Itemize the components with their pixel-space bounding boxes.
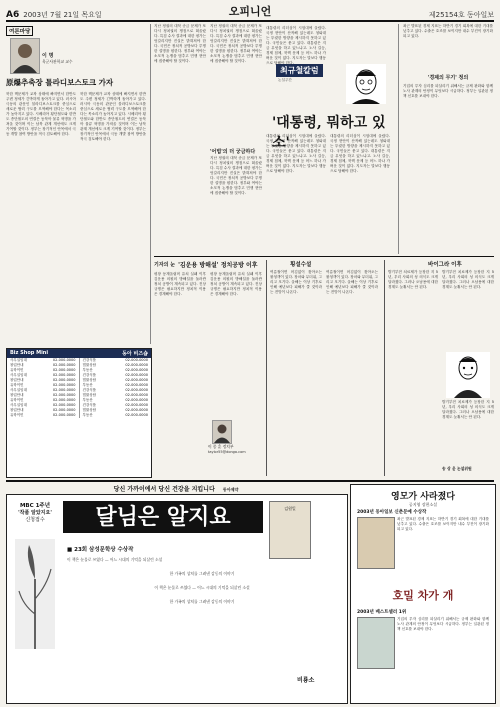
right-ad-desc-1: 최근 발표된 경제 지표는 하반기 경기 회복에 대한 기대를 낮추고 있다. 수출은 호조를 보이지만 내수 부진이 장기화되고 있다. bbox=[397, 517, 489, 531]
book-cover: 김원일 bbox=[269, 501, 311, 559]
ad-row: 유학이민 02-000-0000 bbox=[10, 368, 76, 372]
col-divider-2 bbox=[384, 260, 385, 476]
quote-2: 한 가족의 상처를 그려낸 감동의 이야기 bbox=[169, 571, 235, 576]
col-divider-1 bbox=[266, 260, 267, 476]
ad-row: 법률상담 02-000-0000 bbox=[82, 363, 148, 367]
ad-row: 법률상담 02-000-0000 bbox=[82, 378, 148, 382]
column-label: 최규철칼럼 bbox=[276, 64, 323, 77]
quote-3: 이 책은 눈물로 쓰였다 — 어느 시대의 기억을 되살린 소설 bbox=[154, 585, 250, 590]
right-ad-author: 공지영 장편소설 bbox=[408, 502, 438, 507]
section-divider bbox=[154, 256, 494, 257]
ad-row: 사무실임대 02-000-0000 bbox=[10, 388, 76, 392]
book-ad-youngmo[interactable] bbox=[350, 484, 496, 704]
ad-row: 건강식품 02-000-0000 bbox=[82, 403, 148, 407]
bottom-divider bbox=[6, 480, 494, 482]
right-ad-book-1 bbox=[357, 517, 395, 569]
right-body-2: 기업의 투자 심리를 되살리기 위해서는 규제 완화와 함께 노사 관계의 안정이 무엇보다 시급하다. 정부는 일관된 정책 신호를 보내야 한다. bbox=[403, 84, 493, 98]
ad-row: 부동산 02-000-0000 bbox=[82, 383, 148, 387]
book-illustration bbox=[15, 539, 55, 649]
column-headline: '대통령, 뭐하고 있소' bbox=[272, 115, 386, 151]
paper-name: 제25154호 동아일보 bbox=[428, 11, 494, 19]
ad-row: 창업안내 02-000-0000 bbox=[10, 408, 76, 412]
col3-body-end: 발기부전 치료제가 등장한 지 5년, 우리 사회의 성 의식도 크게 달라졌다. 그러나 오남용에 대한 경계도 늦춰서는 안 된다. bbox=[442, 400, 494, 419]
ad-row: 창업안내 02-000-0000 bbox=[10, 378, 76, 382]
ad-row: 건강식품 02-000-0000 bbox=[82, 388, 148, 392]
column-tag: 여론마당 bbox=[6, 26, 33, 36]
reporter-photo bbox=[212, 420, 232, 444]
right-subtitle: '경제의 무기' 정의 bbox=[427, 75, 469, 81]
quote-4: 한 가족의 상처를 그려낸 감동의 이야기 bbox=[169, 599, 235, 604]
award-icon: ■ bbox=[67, 547, 75, 553]
ad-row: 부동산 02-000-0000 bbox=[82, 413, 148, 417]
publisher-logo: 비룡소 bbox=[297, 677, 315, 684]
col3-author: 송 상 윤 논설위원 bbox=[442, 466, 472, 471]
bottom-banner bbox=[6, 484, 346, 493]
page-header bbox=[6, 4, 494, 22]
right-ad-caption-2: 2003년 베스트셀러 1위 bbox=[357, 610, 407, 615]
ad-row: 건강식품 02-000-0000 bbox=[82, 358, 148, 362]
left-opinion-column bbox=[6, 24, 151, 344]
right-ad-bottom-title: 호밀 차가 개 bbox=[392, 589, 454, 602]
right-ad-caption-1: 2003년 동아일보 신춘문예 수상작 bbox=[357, 510, 427, 515]
article-headline: 原爆추축장 틀라디보스토크 가자 bbox=[6, 78, 114, 87]
right-top-column bbox=[398, 24, 498, 254]
ad-row: 부동산 02-000-0000 bbox=[82, 398, 148, 402]
col2-body: 여름철이면 어김없이 찾아오는 불청객이 있다. 장마와 무더위, 그리고 모기다. 올해는 이상 기후로 인해 예년보다 피해가 클 것이라는 전망이 나온다. bbox=[270, 270, 322, 294]
column-illustration bbox=[446, 352, 490, 398]
right-body: 최근 발표된 경제 지표는 하반기 경기 회복에 대한 기대를 낮추고 있다. 수출은 호조를 보이지만 내수 부진이 장기화되고 있다. bbox=[403, 24, 493, 38]
ad-header-right: 동아 비즈숍 bbox=[122, 351, 148, 357]
ad-row: 사무실임대 02-000-0000 bbox=[10, 373, 76, 377]
author-name: 이 명 bbox=[42, 53, 54, 59]
right-ad-desc-2: 기업의 투자 심리를 되살리기 위해서는 규제 완화와 함께 노사 관계의 안정이 무엇보다 시급하다. 정부는 일관된 정책 신호를 보내야 한다. bbox=[397, 617, 489, 631]
mbc-badge: MBC 1주년 '작품 알았지요' 신청접수 bbox=[18, 503, 52, 523]
ad-row: 유학이민 02-000-0000 bbox=[10, 413, 76, 417]
banner-text: 당신 가까이에서 당신 건강을 지킵니다 bbox=[113, 486, 215, 493]
column-body-cont: 대통령의 리더십이 시험대에 올랐다. 국정 현안이 산적해 있는데도 청와대는 뚜렷한 방향을 제시하지 못하고 있다. 국민들은 묻고 있다. 대통령은 지금 무엇을 하고 있느냐고. 노사 갈등, 경제 침체, 북핵 문제 등 어느 하나 가벼운 것이 없다. 지도자는 말보다 행동으로 답해야 한다. bbox=[330, 134, 390, 173]
ad-row: 사무실임대 02-000-0000 bbox=[10, 403, 76, 407]
reporter-name: 이 종 훈 정치부 bbox=[208, 444, 234, 449]
ad-header-left: Biz Shop Mini bbox=[10, 350, 49, 356]
col1-title: '김운용 방해설' 정치공방 이후 bbox=[178, 262, 258, 269]
author-affiliation: 육군사관학교 교수 bbox=[42, 59, 73, 64]
reporter-email: taylor55@donga.com bbox=[208, 450, 246, 454]
col3-label: 바이그라 이후 bbox=[428, 262, 462, 268]
feature-intro-text: 대통령의 리더십이 시험대에 올랐다. 국정 현안이 산적해 있는데도 청와대는 뚜렷한 방향을 제시하지 못하고 있다. 국민들은 묻고 있다. 대통령은 지금 무엇을 하고 있느냐고. 노사 갈등, 경제 침체, 북핵 문제 등 어느 하나 가벼운 것이 없다. 지도자는 말보다 행동으로 답해야 한다. bbox=[266, 26, 326, 65]
col2-label: 횡설수설 bbox=[290, 262, 312, 268]
ad-row: 유학이민 02-000-0000 bbox=[10, 383, 76, 387]
mid-article-body-2: 지난 정권의 대북 송금 문제가 또다시 정치권의 쟁점으로 떠올랐다. 특검 수사 결과에 대한 평가는 엇갈리지만 진실은 밝혀져야 한다. 국민은 정치적 공방보다 투명한 설명을 원한다. 정부와 여야는 소모적 논쟁을 멈추고 민생 현안에 집중해야 할 것이다. bbox=[210, 156, 262, 195]
col2-body-cont: 여름철이면 어김없이 찾아오는 불청객이 있다. 장마와 무더위, 그리고 모기다. 올해는 이상 기후로 인해 예년보다 피해가 클 것이라는 전망이 나온다. bbox=[326, 270, 378, 294]
columnist-caricature bbox=[346, 64, 386, 104]
col1-body-cont: 평창 동계올림픽 유치 실패 이후 김운용 의원의 방해설을 둘러싼 정치 공방이 계속되고 있다. 진상 규명은 필요하지만 정치적 이용은 경계해야 한다. bbox=[210, 272, 262, 296]
ad-row: 사무실임대 02-000-0000 bbox=[10, 358, 76, 362]
article-body-cont: 북한 핵문제가 교착 상태에 빠지면서 한반도 주변 정세가 긴박하게 돌아가고 있다. 러시아 극동의 관문인 블라디보스토크를 중심으로 새로운 협력 구도를 모색해야 한다는 목소리가 높아지고 있다. 시베리아 횡단철도와 한반도 종단철도의 연결은 동북아 물류 혁명을 가져올 것이며 이는 남북 관계 개선에도 크게 기여할 것이다. 정부는 장기적인 안목에서 극동 개발 참여 방안을 적극 검토해야 한다. bbox=[80, 92, 146, 141]
mid-subtitle: '어법'의 더 궁금하다 bbox=[210, 149, 256, 155]
col3-body-cont: 발기부전 치료제가 등장한 지 5년, 우리 사회의 성 의식도 크게 달라졌다. 그러나 오남용에 대한 경계도 늦춰서는 안 된다. bbox=[442, 270, 494, 289]
biz-shop-ad[interactable] bbox=[6, 348, 152, 478]
banner-sponsor: 동아제약 bbox=[222, 487, 239, 492]
section-title: 오피니언 bbox=[228, 5, 272, 18]
col1-body: 평창 동계올림픽 유치 실패 이후 김운용 의원의 방해설을 둘러싼 정치 공방이 계속되고 있다. 진상 규명은 필요하지만 정치적 이용은 경계해야 한다. bbox=[154, 272, 206, 296]
page-number: A6 bbox=[6, 10, 20, 20]
award-line: ■ 23회 삼성문학상 수상작 bbox=[67, 547, 134, 553]
author-portrait bbox=[10, 38, 40, 74]
article-body: 북한 핵문제가 교착 상태에 빠지면서 한반도 주변 정세가 긴박하게 돌아가고 있다. 러시아 극동의 관문인 블라디보스토크를 중심으로 새로운 협력 구도를 모색해야 한다는 목소리가 높아지고 있다. 시베리아 횡단철도와 한반도 종단철도의 연결은 동북아 물류 혁명을 가져올 것이며 이는 남북 관계 개선에도 크게 기여할 것이다. 정부는 장기적인 안목에서 극동 개발 참여 방안을 적극 검토해야 한다. bbox=[6, 92, 76, 136]
right-ad-title: 영모가 사라졌다 bbox=[391, 492, 455, 502]
ad-row: 창업안내 02-000-0000 bbox=[10, 363, 76, 367]
ad-row: 법률상담 02-000-0000 bbox=[82, 408, 148, 412]
book-ad-dalnim[interactable] bbox=[6, 494, 348, 704]
quote-1: 이 책은 눈물로 쓰였다 — 어느 시대의 기억을 되살린 소설 bbox=[67, 557, 163, 562]
ad-row: 건강식품 02-000-0000 bbox=[82, 373, 148, 377]
column-body: 대통령의 리더십이 시험대에 올랐다. 국정 현안이 산적해 있는데도 청와대는 뚜렷한 방향을 제시하지 못하고 있다. 국민들은 묻고 있다. 대통령은 지금 무엇을 하고 있느냐고. 노사 갈등, 경제 침체, 북핵 문제 등 어느 하나 가벼운 것이 없다. 지도자는 말보다 행동으로 답해야 한다. bbox=[266, 134, 326, 173]
ad-row: 창업안내 02-000-0000 bbox=[10, 393, 76, 397]
ad-row: 법률상담 02-000-0000 bbox=[82, 393, 148, 397]
col3-body: 발기부전 치료제가 등장한 지 5년, 우리 사회의 성 의식도 크게 달라졌다. 그러나 오남용에 대한 경계도 늦춰서는 안 된다. bbox=[388, 270, 438, 289]
ad-row: 부동산 02-000-0000 bbox=[82, 368, 148, 372]
ad-row: 유학이민 02-000-0000 bbox=[10, 398, 76, 402]
lower-column-3 bbox=[388, 260, 494, 476]
lower-column-2 bbox=[270, 260, 380, 476]
mid-article-body-cont: 지난 정권의 대북 송금 문제가 또다시 정치권의 쟁점으로 떠올랐다. 특검 수사 결과에 대한 평가는 엇갈리지만 진실은 밝혀져야 한다. 국민은 정치적 공방보다 투명한 설명을 원한다. 정부와 여야는 소모적 논쟁을 멈추고 민생 현안에 집중해야 할 것이다. bbox=[210, 24, 262, 63]
col1-label: 기자의 눈 bbox=[154, 262, 176, 268]
mid-article-body: 지난 정권의 대북 송금 문제가 또다시 정치권의 쟁점으로 떠올랐다. 특검 수사 결과에 대한 평가는 엇갈리지만 진실은 밝혀져야 한다. 국민은 정치적 공방보다 투명한 설명을 원한다. 정부와 여야는 소모적 논쟁을 멈추고 민생 현안에 집중해야 할 것이다. bbox=[154, 24, 206, 63]
lower-column-1-author bbox=[208, 420, 258, 470]
right-ad-book-2 bbox=[357, 617, 395, 669]
mid-opinion-column bbox=[154, 24, 264, 254]
ad-headline: 달님은 알지요 bbox=[95, 504, 231, 530]
column-author-note: 논설주간 bbox=[278, 78, 292, 82]
issue-date: 2003년 7월 21일 목요일 bbox=[23, 11, 102, 19]
